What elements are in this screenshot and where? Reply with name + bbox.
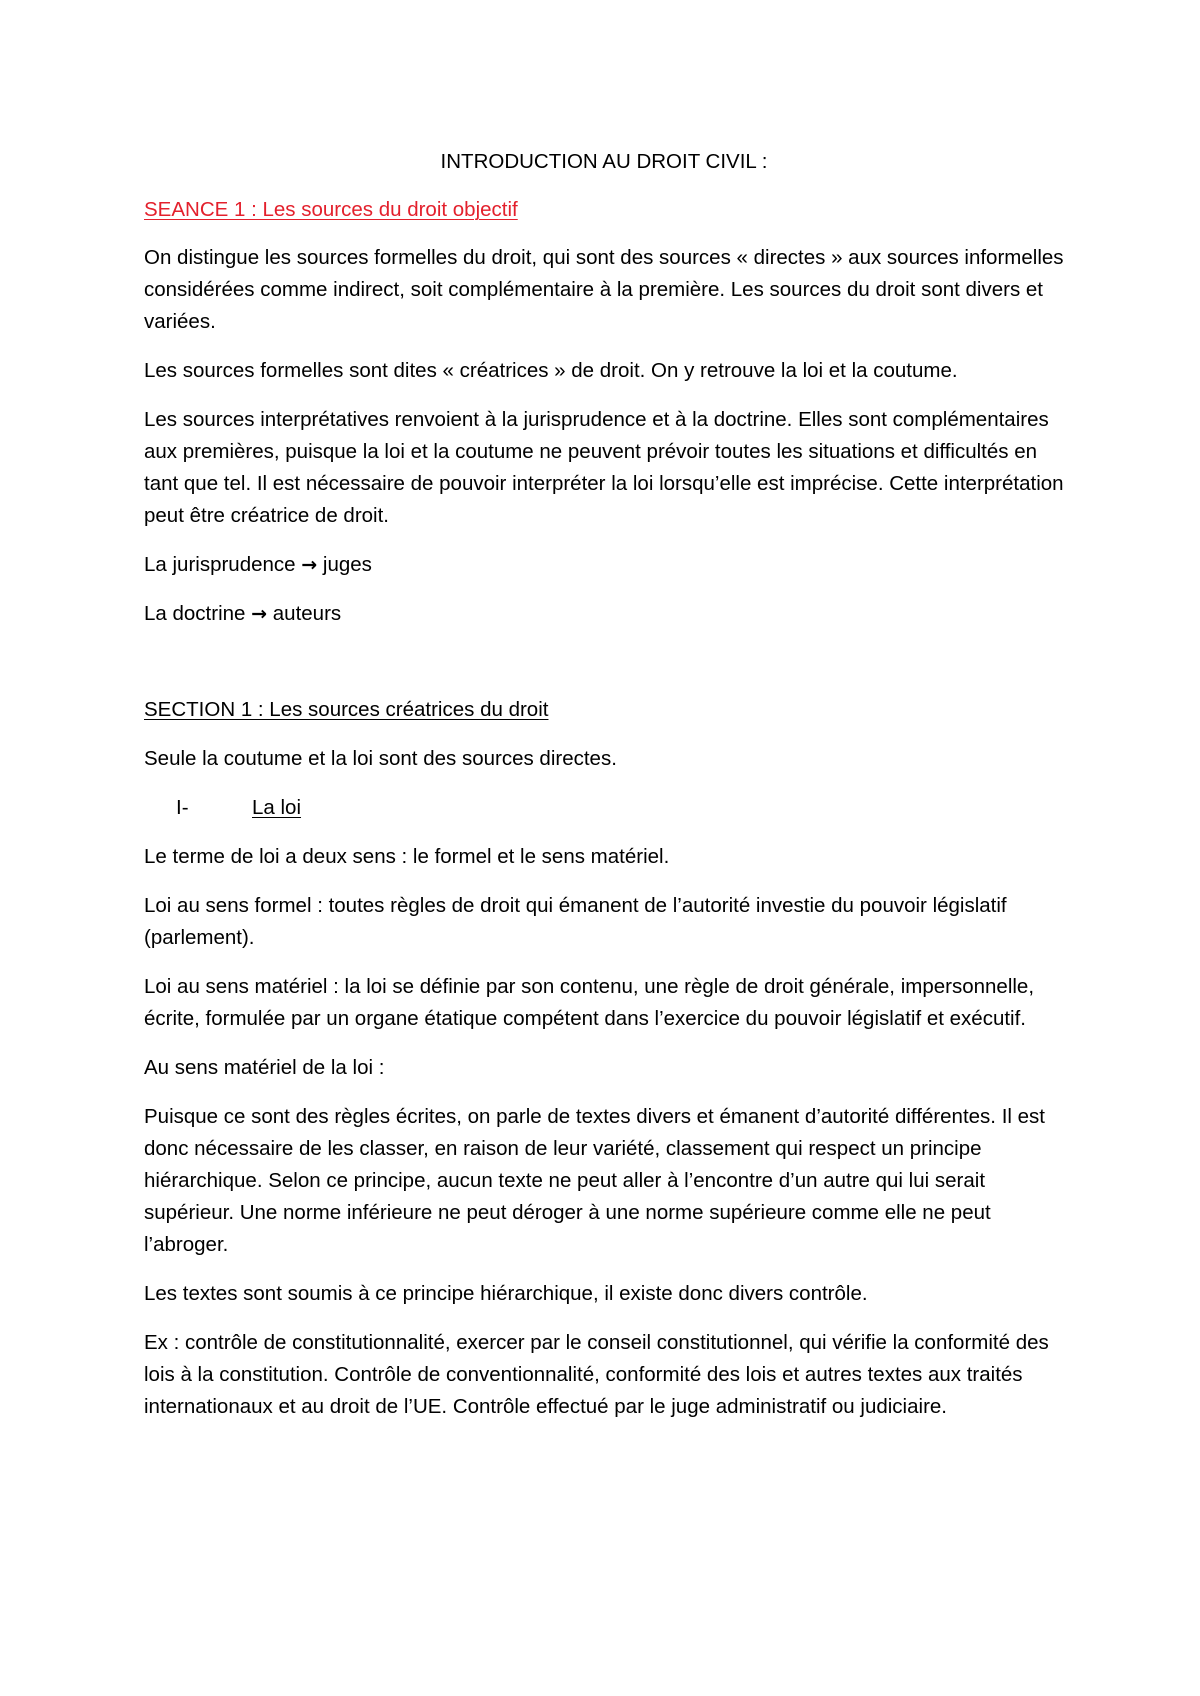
- document-content: [144, 146, 1064, 1440]
- arrow-line-left: La doctrine: [144, 602, 246, 625]
- body-paragraph-3: Loi au sens matériel : la loi se définie par son contenu, une règle de droit générale, impersonnelle, écrite, formulée par un organe étatique compétent dans l’exercice du pouvoir législatif et exécutif.: [144, 975, 1035, 1030]
- document-title: INTRODUCTION AU DROIT CIVIL :: [440, 150, 768, 173]
- blank-line: [144, 647, 1064, 694]
- intro-paragraph-2: Les sources formelles sont dites « créatrices » de droit. On y retrouve la loi et la coutume.: [144, 359, 958, 382]
- seance-heading: SEANCE 1 : Les sources du droit objectif: [144, 198, 518, 221]
- section-heading: SECTION 1 : Les sources créatrices du droit: [144, 698, 549, 721]
- body-paragraph-2: Loi au sens formel : toutes règles de droit qui émanent de l’autorité investie du pouvoir législatif (parlement).: [144, 894, 1007, 949]
- arrow-line-doctrine: [144, 598, 1064, 630]
- intro-paragraph-3: Les sources interprétatives renvoient à la jurisprudence et à la doctrine. Elles sont complémentaires aux premières, puisque la loi et la coutume ne peuvent prévoir toutes les situations et difficultés en tant que tel. Il est nécessaire de pouvoir interpréter la loi lorsqu’elle est imprécise. Cette interprétation peut être créatrice de droit.: [144, 408, 1064, 527]
- body-paragraph-5: Puisque ce sont des règles écrites, on parle de textes divers et émanent d’autorité différentes. Il est donc nécessaire de les classer, en raison de leur variété, classement qui respect un principe hiérarchique. Selon ce principe, aucun texte ne peut aller à l’encontre d’un autre qui lui serait supérieur. Une norme inférieure ne peut déroger à une norme supérieure comme elle ne peut l’abroger.: [144, 1105, 1045, 1256]
- arrow-line-right: auteurs: [272, 602, 342, 625]
- right-arrow-icon: →: [301, 554, 318, 576]
- body-paragraph-1: Le terme de loi a deux sens : le formel et le sens matériel.: [144, 845, 670, 868]
- body-paragraph-7: Ex : contrôle de constitutionnalité, exercer par le conseil constitutionnel, qui vérifie la conformité des lois à la constitution. Contrôle de conventionnalité, conformité des lois et autres textes aux traités internationaux et au droit de l’UE. Contrôle effectué par le juge administratif ou judiciaire.: [144, 1331, 1049, 1418]
- arrow-line-right: juges: [322, 553, 372, 576]
- intro-paragraph-1: On distingue les sources formelles du droit, qui sont des sources « directes » aux sources informelles considérées comme indirect, soit complémentaire à la première. Les sources du droit sont divers et variées.: [144, 246, 1064, 333]
- body-paragraph-6: Les textes sont soumis à ce principe hiérarchique, il existe donc divers contrôle.: [144, 1282, 868, 1305]
- subheading-numeral: I-: [176, 796, 189, 819]
- arrow-line-jurisprudence: [144, 549, 1064, 581]
- subheading-la-loi: [144, 792, 1064, 824]
- arrow-line-left: La jurisprudence: [144, 553, 296, 576]
- subheading-title: La loi: [252, 796, 302, 819]
- body-paragraph-4: Au sens matériel de la loi :: [144, 1056, 385, 1079]
- right-arrow-icon: →: [251, 603, 268, 625]
- section-intro: Seule la coutume et la loi sont des sources directes.: [144, 747, 617, 770]
